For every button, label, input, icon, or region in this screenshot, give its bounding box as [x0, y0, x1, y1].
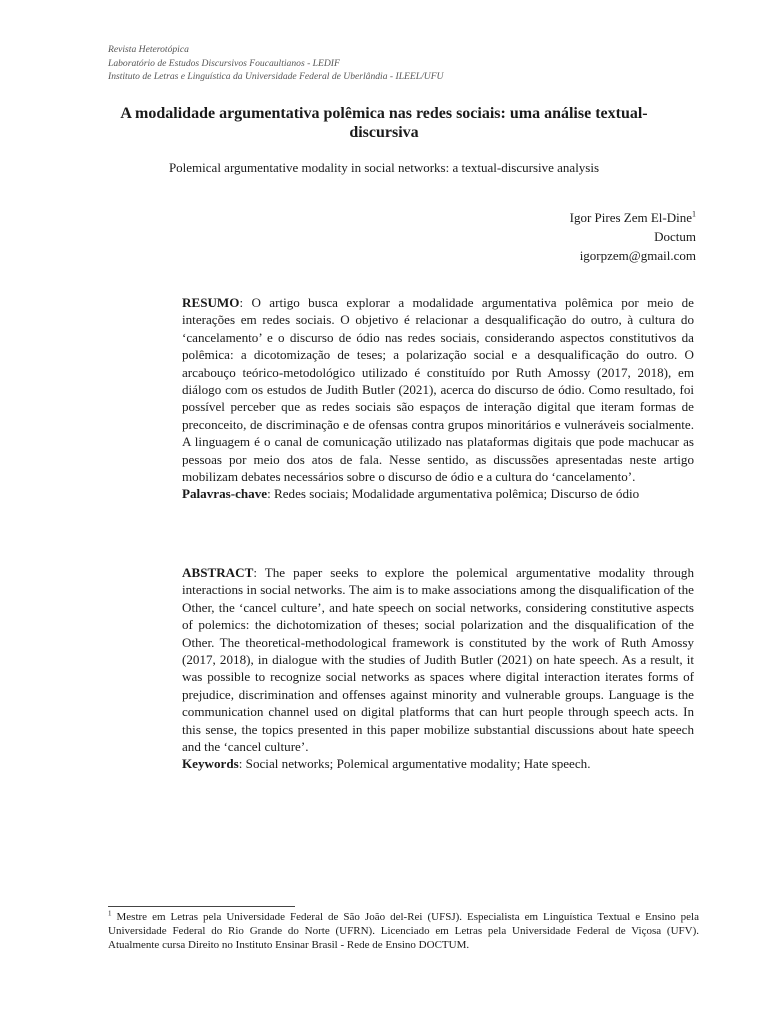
journal-name: Revista Heterotópica — [108, 44, 189, 55]
palavras-chave — [182, 485, 694, 502]
keywords-text: : Social networks; Polemical argumentative modality; Hate speech. — [238, 756, 591, 772]
author-footnote-mark[interactable]: 1 — [692, 209, 696, 219]
author-email[interactable]: igorpzem@gmail.com — [579, 248, 696, 263]
author-affiliation: Doctum — [654, 229, 696, 244]
footnote-mark: 1 — [108, 909, 112, 918]
paper-subtitle: Polemical argumentative modality in social networks: a textual-discursive analysis — [168, 160, 600, 175]
palavras-chave-label: Palavras-chave — [182, 486, 268, 502]
footnote-divider — [108, 906, 295, 907]
journal-header — [108, 43, 443, 84]
resumo-paragraph — [182, 294, 694, 485]
journal-lab: Laboratório de Estudos Discursivos Foucaultianos - LEDIF — [108, 57, 340, 69]
keywords-label: Keywords — [182, 756, 239, 772]
abstract-section — [182, 564, 694, 773]
abstract-text: : The paper seeks to explore the polemical argumentative modality through interactions in social networks. The aim is to make associations among the disqualification of the Other, the ‘cancel culture’, and hate speech on social networks, considering constitutive aspects of polemics: the dichotomization of theses; social polarization and the disqualification of the Other. The theoretical-methodological framework is constituted by the work of Ruth Amossy (2017, 2018), in dialogue with the studies of Judith Butler (2021) on hate speech. As a result, it was possible to recognize social networks as spaces where digital interaction iterates forms of prejudice, discrimination and offenses against minority and vulnerable groups. Language is the communication channel used on digital platforms that can hurt people through speech acts. In this sense, the topics presented in this paper mobilize substantial discussions about hate speech and the ‘cancel culture’. — [182, 565, 694, 755]
palavras-chave-text: : Redes sociais; Modalidade argumentativa polêmica; Discurso de ódio — [267, 486, 640, 502]
journal-institute: Instituto de Letras e Linguística da Universidade Federal de Uberlândia - ILEEL/UFU — [108, 71, 444, 82]
author-block — [570, 208, 696, 265]
author-line — [570, 208, 696, 227]
abstract-label: ABSTRACT — [182, 565, 254, 580]
resumo-section — [182, 294, 694, 503]
author-name: Igor Pires Zem El-Dine — [569, 210, 692, 225]
resumo-text: : O artigo busca explorar a modalidade argumentativa polêmica por meio de interações em redes sociais. O objetivo é relacionar a desqualificação do outro, à cultura do ‘cancelamento’ e o discurso de ódio nas redes sociais, considerando aspectos constitutivos da polêmica: a dicotomização de teses; a polarização social e a desqualificação do outro. O arcabouço teórico-metodológico utilizado é constituído por Ruth Amossy (2017, 2018), em diálogo com os estudos de Judith Butler (2021), acerca do discurso de ódio. Como resultado, foi possível perceber que as redes sociais são espaços de interação digital que iteram formas de preconceito, de discriminação e de ofensas contra grupos minoritários e vulneráveis socialmente. A linguagem é o canal de comunicação utilizado nas plataformas digitais que pode machucar as pessoas por meio dos atos de fala. Nesse sentido, as discussões apresentadas neste artigo mobilizam debates necessários sobre o discurso de ódio e a cultura do ‘cancelamento’. — [182, 295, 694, 485]
abstract-paragraph — [182, 564, 694, 755]
footnote — [108, 910, 699, 952]
paper-title: A modalidade argumentativa polêmica nas redes sociais: uma análise textual-discursiva — [120, 105, 648, 141]
keywords — [182, 755, 694, 772]
resumo-label: RESUMO — [182, 295, 240, 310]
footnote-text: Mestre em Letras pela Universidade Federal de São João del-Rei (UFSJ). Especialista em Linguística Textual e Ensino pela Universidade Federal do Rio Grande do Norte (UFRN). Licenciado em Letras pela Universidade Federal de Viçosa (UFV). Atualmente cursa Direito no Instituto Ensinar Brasil - Rede de Ensino DOCTUM. — [108, 911, 699, 951]
